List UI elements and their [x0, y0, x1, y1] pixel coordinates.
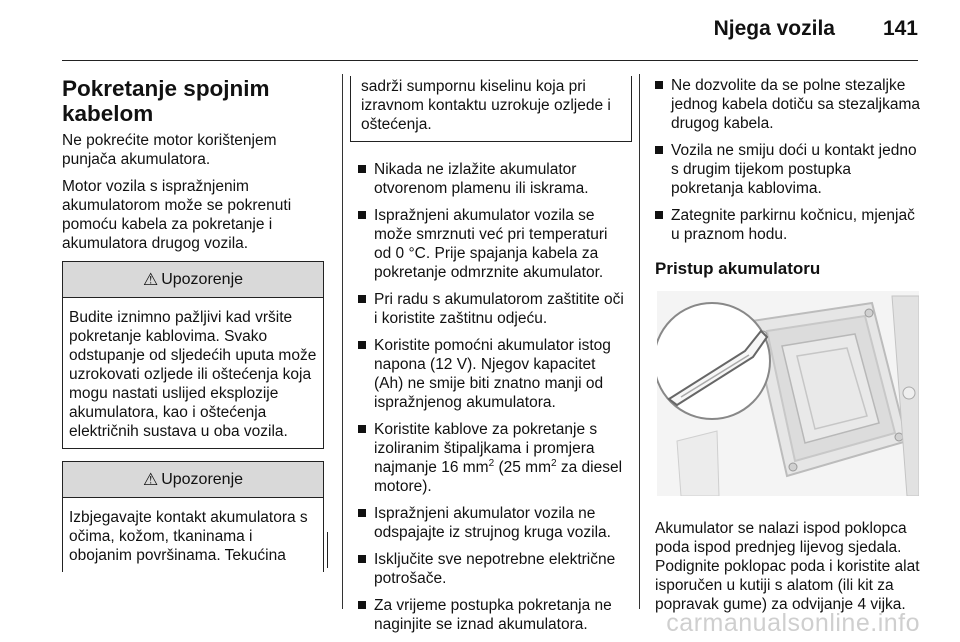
square-bullet-icon	[655, 146, 663, 154]
square-bullet-icon	[358, 555, 366, 563]
warning-text: sadrži sumpornu kiselinu koja pri izravnom kontaktu uzrokuje ozljede i oštećenja.	[361, 78, 611, 133]
paragraph: Ne pokrećite motor korištenjem punjača akumulatora.	[62, 132, 277, 168]
square-bullet-icon	[655, 81, 663, 89]
square-bullet-icon	[358, 425, 366, 433]
bullet-list	[655, 76, 923, 244]
list-item: Nikada ne izlažite akumulator otvorenom plamenu ili iskrama.	[358, 160, 624, 198]
list-item: Ispražnjeni akumulator vozila se može smrznuti već pri temperaturi od 0 °C. Prije spajanja kabela za pokretanje odmrznite akumulator.	[358, 206, 624, 282]
list-item: Koristite pomoćni akumulator istog napona (12 V). Njegov kapacitet (Ah) ne smije biti znatno manji od ispražnjenog akumulatora.	[358, 336, 624, 412]
list-item: Ispražnjeni akumulator vozila ne odspajajte iz strujnog kruga vozila.	[358, 504, 624, 542]
square-bullet-icon	[358, 509, 366, 517]
warning-box	[62, 261, 324, 449]
column-3	[655, 76, 923, 622]
list-item: Ne dozvolite da se polne stezaljke jednog kabela dotiču sa stezaljkama drugog kabela.	[655, 76, 923, 133]
column-2	[358, 76, 624, 642]
warning-text: Izbjegavajte kontakt akumulatora s očima, kožom, tkaninama i obojanim površinama. Tekućina	[69, 509, 308, 564]
header-divider	[62, 60, 918, 61]
battery-cover-illustration	[657, 291, 923, 501]
warning-box-continued	[350, 76, 632, 142]
list-item: Pri radu s akumulatorom zaštitite oči i koristite zaštitnu odjeću.	[358, 290, 624, 328]
paragraph: Motor vozila s ispražnjenim akumulatorom može se pokrenuti pomoću kabela za pokretanje i akumulatora drugog vozila.	[62, 178, 292, 252]
list-item: Koristite kablove za pokretanje s izoliranim štipaljkama i promjera najmanje 16 $mm^2$ (25 $mm^2$ za diesel motore).	[358, 420, 624, 496]
column-divider-1	[342, 74, 343, 609]
list-item: Za vrijeme postupka pokretanja ne naginjite se iznad akumulatora.	[358, 596, 624, 634]
square-bullet-icon	[358, 295, 366, 303]
list-item: Vozila ne smiju doći u kontakt jedno s drugim tijekom postupka pokretanja kablovima.	[655, 141, 923, 198]
header-title: Njega vozila	[713, 17, 835, 40]
paragraph: Akumulator se nalazi ispod poklopca poda ispod prednjeg lijevog sjedala. Podignite poklopac poda i koristite alat isporučen u kutiji s alatom (ili kit za popravak gume) za odvijanje 4 vijka.	[655, 520, 920, 613]
square-bullet-icon	[655, 211, 663, 219]
section-heading-battery-access: Pristup akumulatoru	[655, 259, 821, 278]
square-bullet-icon	[358, 341, 366, 349]
watermark-text: carmanualsonline.info	[666, 609, 920, 637]
warning-header	[63, 462, 323, 498]
battery-cover-illustration-svg	[657, 291, 919, 496]
warning-title: Upozorenje	[161, 471, 244, 488]
warning-triangle-icon: ⚠	[142, 470, 159, 489]
square-bullet-icon	[358, 601, 366, 609]
list-item: Isključite sve nepotrebne električne potrošače.	[358, 550, 624, 588]
warning-header	[63, 262, 323, 298]
page-number: 141	[882, 17, 918, 40]
section-heading-jump-start: Pokretanje spojnim kabelom	[62, 76, 270, 126]
warning-triangle-icon: ⚠	[142, 270, 159, 289]
square-bullet-icon	[358, 165, 366, 173]
bullet-list	[358, 160, 624, 634]
square-bullet-icon	[358, 211, 366, 219]
column-1	[62, 76, 324, 572]
warning-text: Budite iznimno pažljivi kad vršite pokretanje kablovima. Svako odstupanje od sljedećih uputa može uzrokovati ozljede ili oštećenja koja mogu nastati uslijed eksplozije akumulatora, kao i oštećenja električnih sustava u oba vozila.	[69, 309, 317, 440]
list-item: Zategnite parkirnu kočnicu, mjenjač u praznom hodu.	[655, 206, 923, 244]
column-divider-2	[639, 74, 640, 609]
warning-box-edge	[62, 532, 328, 568]
warning-title: Upozorenje	[161, 271, 244, 288]
